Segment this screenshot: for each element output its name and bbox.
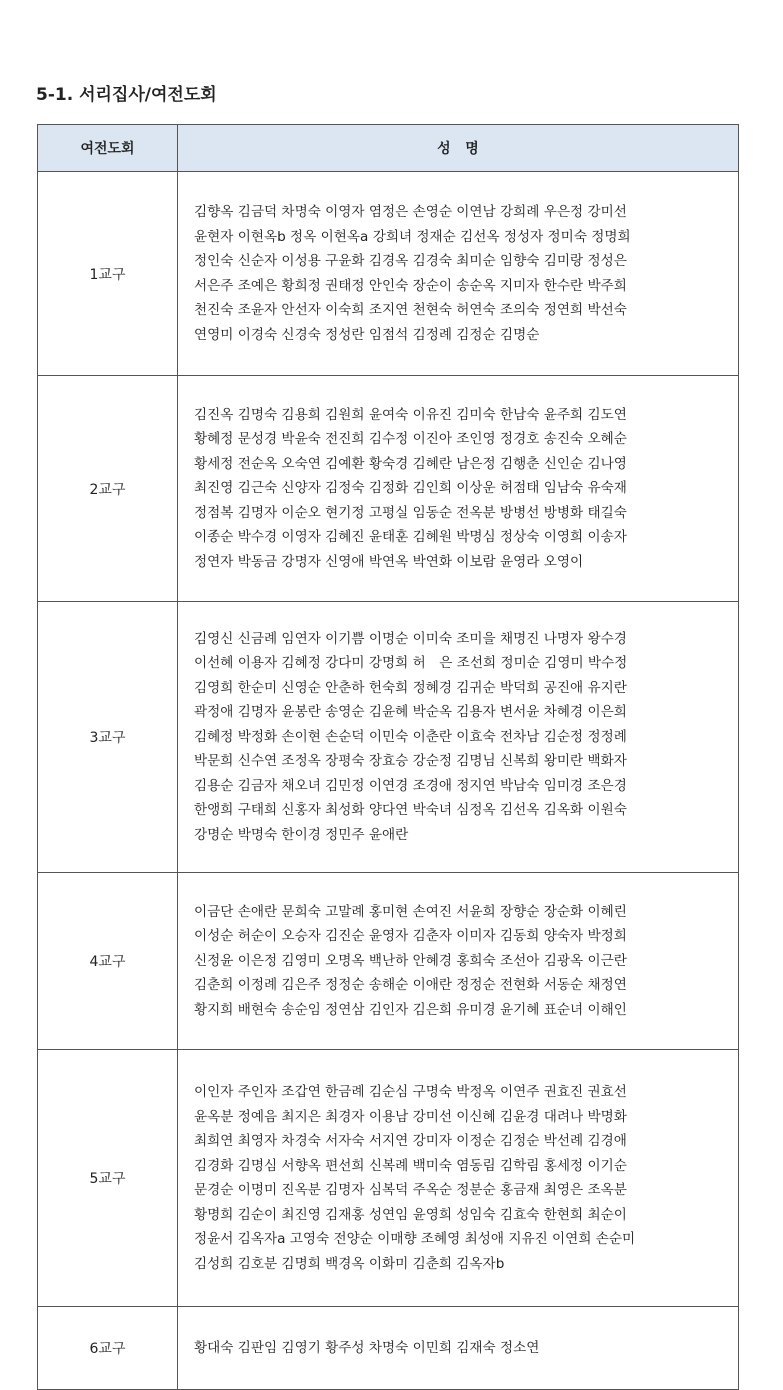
group-cell: 4교구 <box>38 873 178 1050</box>
names-cell <box>178 376 739 602</box>
name-line: 김혜정 박정화 손이현 손순덕 이민숙 이춘란 이효숙 전차남 김순정 정정례 <box>194 728 627 745</box>
table-row <box>38 602 739 873</box>
name-line: 김영희 한순미 신영순 안춘하 헌숙희 정혜경 김귀순 박덕희 공진애 유지란 <box>194 679 627 696</box>
name-line: 연영미 이경숙 신경숙 정성란 임점석 김정례 김정순 김명순 <box>194 326 540 343</box>
name-line: 김진옥 김명숙 김용희 김원희 윤여숙 이유진 김미숙 한남숙 윤주희 김도연 <box>194 406 627 423</box>
name-line: 이선혜 이용자 김혜정 강다미 강명희 허 은 조선희 정미순 김영미 박수정 <box>194 655 628 672</box>
name-line: 김춘희 이정례 김은주 정정순 송해순 이애란 정정순 전현화 서동순 채정연 <box>194 977 627 994</box>
name-line: 윤옥분 정예음 최지은 최경자 이용남 강미선 이신혜 김윤경 대려나 박명화 <box>194 1108 627 1125</box>
name-line: 윤현자 이현옥b 정옥 이현옥a 강희녀 정재순 김선옥 정성자 정미숙 정명희 <box>194 228 631 245</box>
name-line: 정점복 김명자 이순오 현기정 고평실 임동순 전옥분 방병선 방병화 태길숙 <box>194 504 627 521</box>
name-line: 황혜정 문성경 박윤숙 전진희 김수정 이진아 조인영 정경호 송진숙 오혜순 <box>194 431 627 448</box>
name-line: 김향옥 김금덕 차명숙 이영자 염정은 손영순 이연남 강희례 우은정 강미선 <box>194 204 627 220</box>
header-names: 성 명 <box>178 125 739 172</box>
name-line: 황명희 김순이 최진영 김재홍 성연임 윤영희 성임숙 김효숙 한현희 최순이 <box>194 1206 627 1223</box>
name-line: 김경화 김명심 서향옥 편선희 신복례 백미숙 염동림 김학림 홍세정 이기순 <box>194 1157 627 1174</box>
roster-table <box>37 124 739 1390</box>
name-line: 최희연 최영자 차경숙 서자숙 서지연 강미자 이정순 김정순 박선례 김경애 <box>194 1133 627 1149</box>
name-line: 김성희 김호분 김명희 백경옥 이화미 김춘희 김옥자b <box>194 1255 505 1272</box>
section-title: 5-1. 서리집사/여전도회 <box>36 85 217 105</box>
name-line: 문경순 이명미 진옥분 김명자 심복덕 주옥순 정분순 홍금재 최영은 조옥분 <box>194 1182 627 1198</box>
name-line: 이인자 주인자 조갑연 한금례 김순심 구명숙 박정옥 이연주 권효진 권효선 <box>194 1084 627 1100</box>
names-cell <box>178 1307 739 1390</box>
name-line: 황지희 배현숙 송순임 정연삼 김인자 김은희 유미경 윤기혜 표순녀 이해인 <box>194 1001 627 1018</box>
name-line: 서은주 조예은 황희정 권태정 안인숙 장순이 송순옥 지미자 한수란 박주희 <box>194 277 627 294</box>
group-cell: 1교구 <box>38 172 178 376</box>
group-cell: 3교구 <box>38 602 178 873</box>
name-line: 곽정애 김명자 윤봉란 송영순 김윤혜 박순옥 김용자 변서윤 차혜경 이은희 <box>194 704 627 721</box>
names-cell <box>178 602 739 873</box>
name-line: 황대숙 김판임 김영기 황주성 차명숙 이민희 김재숙 정소연 <box>194 1339 540 1356</box>
group-cell: 5교구 <box>38 1050 178 1307</box>
name-line: 이성순 허순이 오승자 김진순 윤영자 김춘자 이미자 김동희 양숙자 박정희 <box>194 928 627 945</box>
group-cell: 2교구 <box>38 376 178 602</box>
name-line: 황세정 전순옥 오숙연 김예환 황숙경 김혜란 남은정 김행춘 신인순 김나영 <box>194 455 627 472</box>
name-line: 천진숙 조윤자 안선자 이숙희 조지연 천현숙 허연숙 조의숙 정연희 박선숙 <box>194 302 627 318</box>
table-row <box>38 1307 739 1390</box>
header-group: 여전도회 <box>38 125 178 172</box>
name-line: 신정윤 이은정 김영미 오명옥 백난하 안혜경 홍희숙 조선아 김광옥 이근란 <box>194 952 627 969</box>
name-line: 강명순 박명숙 한이경 정민주 윤애란 <box>194 826 409 843</box>
names-cell <box>178 873 739 1050</box>
group-cell: 6교구 <box>38 1307 178 1390</box>
table-row <box>38 376 739 602</box>
table-row <box>38 172 739 376</box>
name-line: 김영신 신금례 임연자 이기쁨 이명순 이미숙 조미을 채명진 나명자 왕수경 <box>194 630 627 647</box>
header-row <box>38 125 739 172</box>
name-line: 한앵희 구태희 신홍자 최성화 양다연 박숙녀 심정옥 김선옥 김옥화 이원숙 <box>194 802 627 819</box>
names-cell <box>178 172 739 376</box>
name-line: 박문희 신수연 조정옥 장평숙 장효승 강순정 김명님 신복희 왕미란 백화자 <box>194 753 627 770</box>
table-row <box>38 873 739 1050</box>
name-line: 이종순 박수경 이영자 김혜진 윤태훈 김혜원 박명심 정상숙 이영희 이송자 <box>194 529 627 546</box>
table-row <box>38 1050 739 1307</box>
name-line: 김용순 김금자 채오녀 김민정 이연경 조경애 정지연 박남숙 임미경 조은경 <box>194 777 627 794</box>
name-line: 정연자 박동금 강명자 신영애 박연옥 박연화 이보람 윤영라 오영이 <box>194 553 584 570</box>
name-line: 최진영 김근숙 신양자 김정숙 김정화 김인희 이상운 허점태 임남숙 유숙재 <box>194 480 627 497</box>
name-line: 정윤서 김옥자a 고영숙 전양순 이매향 조혜영 최성애 지유진 이연희 손순미 <box>194 1231 636 1247</box>
name-line: 이금단 손애란 문희숙 고말례 홍미현 손여진 서윤희 장향순 장순화 이혜린 <box>194 903 627 920</box>
names-cell <box>178 1050 739 1307</box>
name-line: 정인숙 신순자 이성용 구윤화 김경옥 김경숙 최미순 임향숙 김미랑 정성은 <box>194 253 627 269</box>
